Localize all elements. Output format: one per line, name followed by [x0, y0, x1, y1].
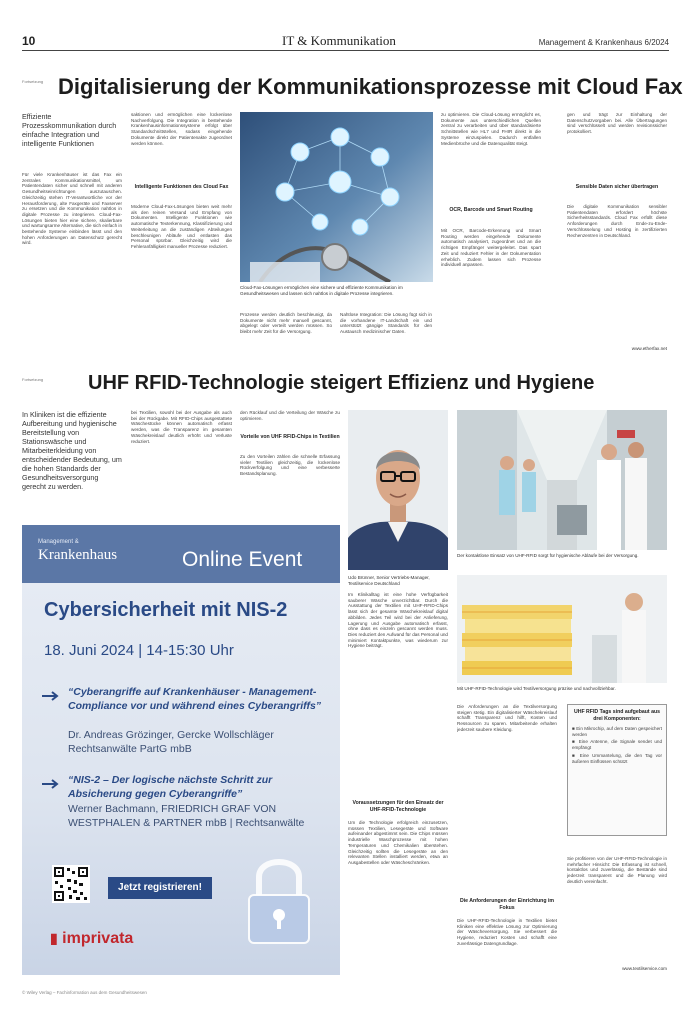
article1-tag: Fortsetzung [22, 79, 44, 84]
article2-col-mid1: Im Klinikalltag ist eine hohe Verfügbarkeit sauberer Wäsche unverzichtbar. Durch die Ausstattung der Textilien mit UHF-RFID-Chips lässt sich der gesamte Wäschekreislauf digital abbilden. Jedes Teil wird bei der Anlieferung, Lagerung und Ausgabe automatisch erfasst, ohne dass es einzeln gescannt werden muss. Dies reduziert den Aufwand für das Personal und minimiert Kontaktpunkte, was wiederum zur Hygiene beiträgt. [348, 592, 448, 649]
article1-col6: gen und trägt zur Einhaltung der Datenschutzvorgaben bei. Alle Übertragungen sind verschlüsselt und werden revisionssicher protokolliert. [567, 112, 667, 135]
article1-image-caption: Cloud-Fax-Lösungen ermöglichen eine sichere und effiziente Kommunikation im Gesundheitswesen und lassen sich nahtlos in digitale Prozesse integrieren. [240, 285, 403, 296]
article2-col-far-right: Sie profitieren von der UHF-RFID-Technologie in mehrfacher Hinsicht: Die Erfassung ist schnell, kontaktlos und zuverlässig, die Bestände sind jederzeit transparent und die Planung wird deutlich vereinfacht. [567, 856, 667, 884]
arrow-icon [42, 691, 60, 701]
article1-title: Digitalisierung der Kommunikationsprozesse mit Cloud Fax [58, 74, 683, 99]
imprivata-logo-icon: ▮ [50, 930, 58, 946]
ad-brand-large: Krankenhaus [38, 547, 118, 563]
cloud-network-image [240, 112, 433, 282]
article1-col3-below: Prozesse werden deutlich beschleunigt, da Dokumente nicht mehr manuell gescannt, abgelegt oder verteilt werden müssen. So bleibt mehr Zeit für die Versorgung. [240, 312, 332, 335]
article1-col6b: Die digitale Kommunikation sensibler Patientendaten erfordert höchste Sicherheitsstandards. Cloud Fax erfüllt diese Anforderungen durch Ende-zu-Ende-Verschlüsselung und Hosting in zertifizierten Rechenzentren in Deutschland. [567, 204, 667, 238]
ad-talk2-title: “NIS-2 – Der logische nächste Schritt zur Absicherung gegen Cyberangriffe” [68, 774, 273, 800]
article2-lead: In Kliniken ist die effiziente Aufbereitung und hygienische Bereitstellung von Stationswäsche und Mitarbeiterkleidung von entscheidender Bedeutung, um die hohen Standards der Gesundheitsversorgung gerecht zu werden. [22, 410, 122, 491]
sponsor-logo[interactable]: ▮ imprivata [50, 930, 134, 947]
article2-sub-right: Die Anforderungen der Einrichtung im Fokus [459, 898, 555, 911]
article2-sub-mid: Voraussetzungen für den Einsatz der UHF-RFID-Technologie [352, 800, 444, 813]
article1-author: www.etherfax.net [631, 346, 667, 351]
article1-col5b: Mit OCR, Barcode-Erkennung und Smart Routing werden eingehende Dokumente automatisch analysiert, zugeordnet und an die richtigen Empfänger weitergeleitet. Das spart Zeit und reduziert Fehler in der Dokumentation erheblich. Zudem lassen sich Prozesse individuell anpassen. [441, 228, 541, 268]
ad-brand-small: Management & [38, 539, 79, 545]
rfid-box-item: ■ Eine Antenne, die Signale sendet und empfängt [572, 739, 662, 751]
ad-talk1-title: “Cyberangriffe auf Krankenhäuser - Management-Compliance vor und während eines Cyberangriffs” [68, 686, 322, 712]
towels-photo-caption: Mit UHF-RFID-Technologie wird Textilversorgung präzise und nachvollziehbar. [457, 686, 616, 691]
article2-col-right1: Die Anforderungen an die Textilversorgung steigen stetig. Ein digitalisierter Wäschekreislauf schafft Transparenz und hilft, Kosten und Ressourcen zu sparen. Mitarbeitende erhalten jederzeit saubere Kleidung. [457, 704, 557, 732]
ad-title: Cybersicherheit mit NIS-2 [44, 599, 288, 621]
rfid-info-box [567, 704, 667, 836]
article1-sub1: Intelligente Funktionen des Cloud Fax [134, 184, 229, 190]
online-event-ad[interactable] [22, 525, 340, 975]
article2-col3: den Rücklauf und die Verteilung der Wäsche zu optimieren. [240, 410, 340, 421]
hospital-corridor-photo [457, 410, 667, 550]
article1-col2b: Moderne Cloud-Fax-Lösungen bieten weit mehr als den reinen Versand und Empfang von Dokumenten. Intelligente Funktionen wie automatische Texterkennung, Klassifizierung und Weiterleitung an die zuständigen Abteilungen beschleunigen Abläufe und entlasten das Personal spürbar. Gleichzeitig wird die Fehleranfälligkeit manueller Prozesse reduziert. [131, 204, 232, 249]
article1-col5: zu optimieren. Die Cloud-Lösung ermöglicht es, Dokumente aus unterschiedlichen Quellen zentral zu verarbeiten und über standardisierte Schnittstellen wie HL7 und FHIR direkt in die Systeme einzuspielen. Dadurch entfallen Medienbrüche und die Datenqualität steigt. [441, 112, 541, 146]
arrow-icon [42, 779, 60, 789]
article2-col-mid2: Um die Technologie erfolgreich einzusetzen, müssen Textilien, Lesegeräte und Software aufeinander abgestimmt sein. Die Chips müssen industrielle Waschprozesse mit hohen Temperaturen und Chemikalien überstehen. Gleichzeitig sollten die Lesegeräte an den relevanten Stellen installiert werden, etwa an Ausgabestellen oder Wäscheschränken. [348, 820, 448, 865]
article2-author: www.textilservice.com [622, 966, 667, 971]
article1-sub3: Sensible Daten sicher übertragen [575, 184, 659, 190]
article2-sub-vorteile: Vorteile von UHF RFID-Chips in Textilien [240, 434, 340, 440]
towels-photo [457, 575, 667, 683]
portrait-caption: Udo Brünner, Senior Vertriebs-Manager, Textilservice Deutschland [348, 575, 430, 586]
rfid-box-title: UHF RFID Tags sind aufgebaut aus drei Komponenten: [573, 709, 661, 722]
page-number: 10 [22, 34, 36, 48]
section-title: IT & Kommunikation [282, 33, 396, 48]
article1-col1: Für viele Krankenhäuser ist das Fax ein zentrales Kommunikationsmittel, um Patientendaten sicher und schnell mit anderen Gesundheitseinrichtungen auszutauschen. Gleichzeitig stehen IT-Verantwortliche vor der Herausforderung, alte Faxgeräte und Faxserver zu ersetzen und die Kommunikation nahtlos in digitale Prozesse zu integrieren. Cloud-Fax-Lösungen bieten hier eine sichere, skalierbare und wartungsarme Alternative, die sich einfach in bestehende Systeme einbinden lässt und den hohen Anforderungen an Datenschutz gerecht wird. [22, 172, 122, 246]
article2-col-right2: Die UHF-RFID-Technologie in Textilien bietet Kliniken eine effektive Lösung zur Optimierung der Wäscheversorgung. Sie verbessert die Hygiene, reduziert Kosten und schafft eine zuverlässige Datengrundlage. [457, 918, 557, 946]
article1-col2: saktionen und ermöglichen eine lückenlose Nachverfolgung. Die Integration in bestehende Krankenhausinformationssysteme erfolgt über Standardschnittstellen, sodass eingehende Dokumente direkt der Patientenakte zugeordnet werden können. [131, 112, 232, 146]
article1-lead: Effiziente Prozesskommunikation durch einfache Integration und intelligente Funktionen [22, 112, 117, 148]
rfid-box-item: ■ Eine Ummantelung, die den Tag vor äußeren Einflüssen schützt [572, 752, 662, 764]
register-button[interactable]: Jetzt registrieren! [108, 877, 212, 899]
hospital-photo-caption: Der kontaktlose Einsatz von UHF-RFID sorgt für hygienische Abläufe bei der Versorgung. [457, 553, 639, 558]
article2-col2: bei Textilien, sowohl bei der Ausgabe als auch bei der Rückgabe. Mit RFID-Chips ausgestattete Wäschestücke können automatisch erfasst werden, was die Transparenz im gesamten Wäschekreislauf deutlich erhöht und Verluste reduziert. [131, 410, 232, 444]
header-rule [22, 50, 669, 51]
padlock-icon [234, 845, 324, 955]
article2-title: UHF RFID-Technologie steigert Effizienz und Hygiene [88, 372, 595, 394]
magazine-issue: Management & Krankenhaus 6/2024 [538, 38, 669, 47]
article2-tag: Fortsetzung [22, 377, 44, 382]
qr-code-icon[interactable] [52, 865, 90, 903]
rfid-box-item: ■ Ein Mikrochip, auf dem Daten gespeichert werden [572, 726, 662, 737]
ad-event-type: Online Event [182, 548, 303, 571]
ad-date: 18. Juni 2024 | 14-15:30 Uhr [44, 642, 234, 659]
article2-col3b: Zu den Vorteilen zählen die schnelle Erfassung vieler Textilien gleichzeitig, die lückenlose Rückverfolgung und eine verbesserte Bestandsplanung. [240, 454, 340, 477]
portrait-photo [348, 410, 448, 570]
article1-col4-below: Nahtlose Integration: Die Lösung fügt sich in die vorhandene IT-Landschaft ein und unterstützt gängige Standards für den Austausch medizinischer Daten. [340, 312, 432, 335]
article1-sub2: OCR, Barcode und Smart Routing [449, 207, 533, 213]
page-footer: © Wiley Verlag – Fachinformation aus dem Gesundheitswesen [22, 990, 147, 995]
ad-talk1-speaker: Dr. Andreas Grözinger, Gercke Wollschläger Rechtsanwälte PartG mbB [68, 729, 274, 755]
ad-talk2-speaker: Werner Bachmann, FRIEDRICH GRAF VON WESTPHALEN & PARTNER mbB | Rechtsanwälte [68, 803, 305, 829]
